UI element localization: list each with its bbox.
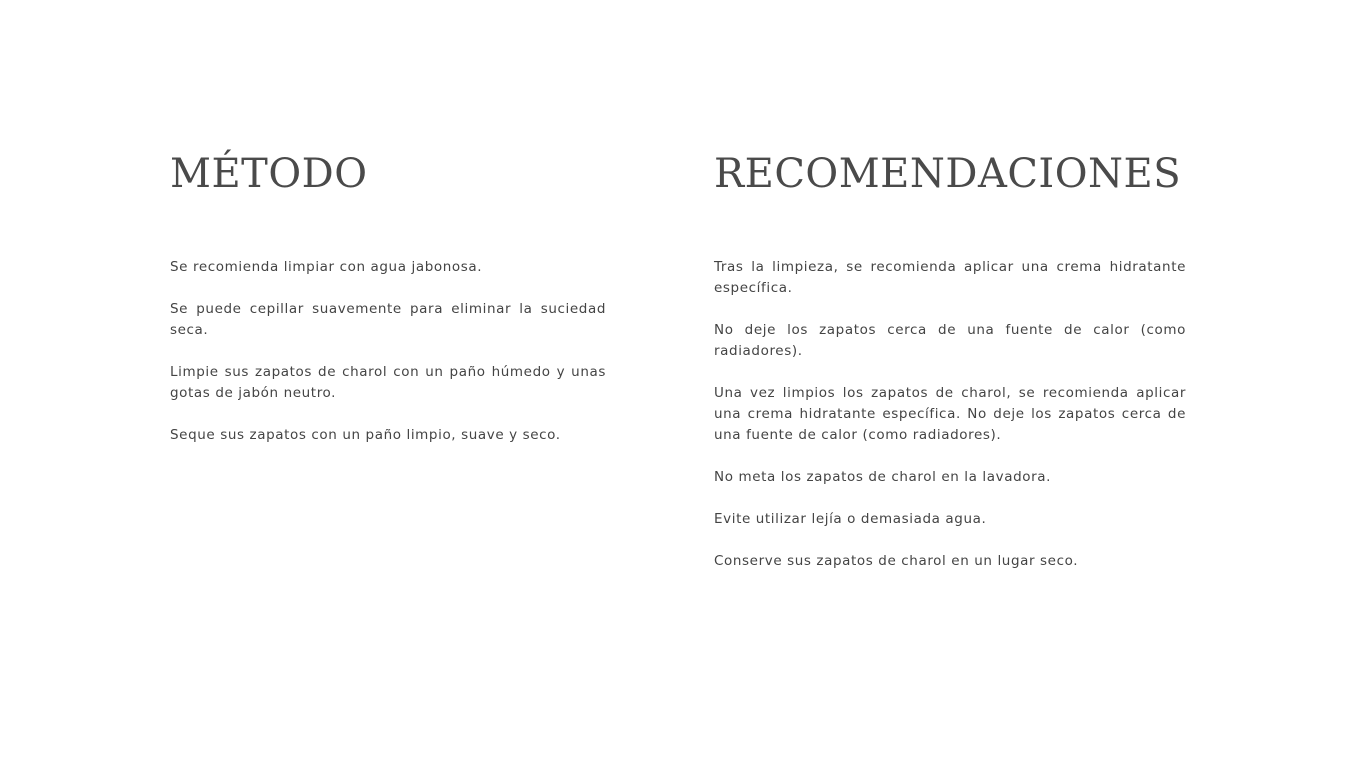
method-paragraphs	[170, 257, 606, 446]
recommendation-paragraph: Conserve sus zapatos de charol en un lugar seco.	[714, 553, 1079, 569]
recommendations-paragraphs	[714, 257, 1186, 572]
method-paragraph: Se puede cepillar suavemente para eliminar la suciedad seca.	[170, 301, 606, 338]
recommendation-paragraph: Evite utilizar lejía o demasiada agua.	[714, 511, 987, 527]
method-paragraph: Seque sus zapatos con un paño limpio, suave y seco.	[170, 427, 561, 443]
method-paragraph: Limpie sus zapatos de charol con un paño húmedo y unas gotas de jabón neutro.	[170, 364, 606, 401]
recommendations-title: RECOMENDACIONES	[714, 151, 1182, 197]
recommendations-section	[714, 148, 1186, 572]
recommendation-paragraph: No meta los zapatos de charol en la lavadora.	[714, 469, 1052, 485]
recommendation-paragraph: No deje los zapatos cerca de una fuente de calor (como radiadores).	[714, 322, 1186, 359]
method-paragraph: Se recomienda limpiar con agua jabonosa.	[170, 259, 483, 275]
recommendation-paragraph: Una vez limpios los zapatos de charol, se recomienda aplicar una crema hidratante específica. No deje los zapatos cerca de una fuente de calor (como radiadores).	[714, 385, 1186, 443]
method-title: MÉTODO	[170, 151, 368, 197]
recommendation-paragraph: Tras la limpieza, se recomienda aplicar una crema hidratante específica.	[714, 259, 1186, 296]
method-section	[170, 148, 606, 446]
